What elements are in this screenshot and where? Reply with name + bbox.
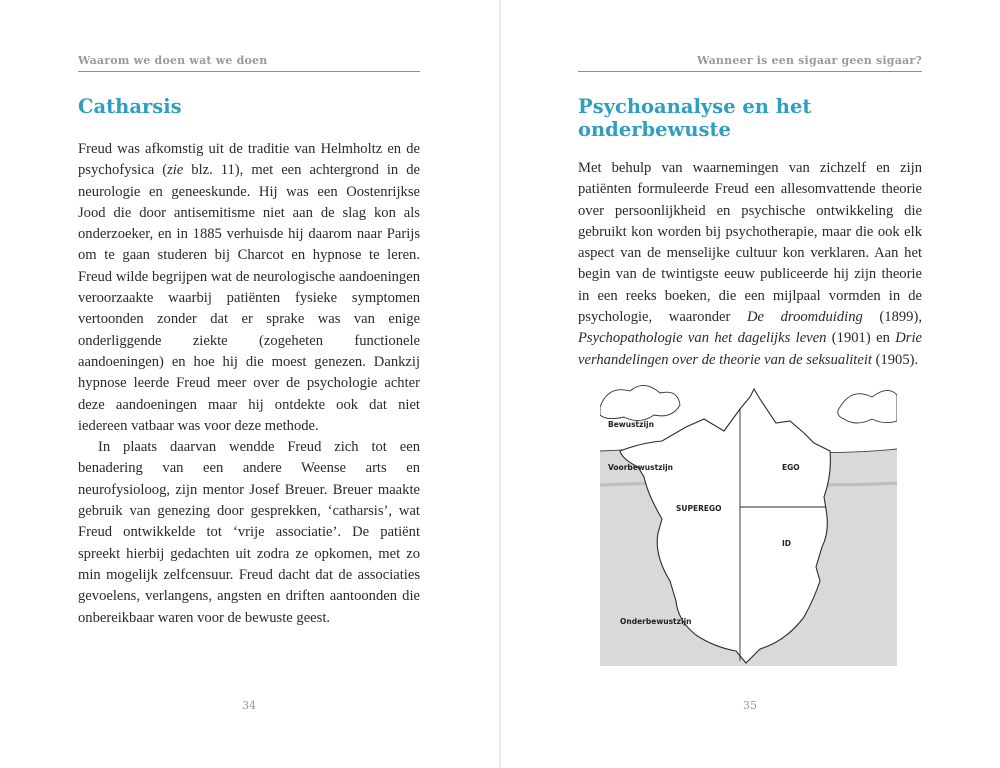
text-run: blz. 11), met een achtergrond in de neurologie en geneeskunde. Hij was een Oostenrijkse Jood die door antisemitisme niet aan de slag kon als onderzoeker, en in 1885 verhuisde hij daarom naar Parijs om te gaan studeren bij Charcot en hypnose te leren. Freud wilde begrijpen wat de neurologische aandoeningen veroorzaakte waarbij patiënten fysieke symptomen vertoonden zonder dat er sprake was van enige onderliggende ziekte (zogeheten functionele aandoeningen) en hoe hij die moest genezen. Dankzij hypnose leerde Freud meer over de psychologie achter deze aandoeningen maar hij ontdekte ook dat niet iedereen vatbaar was voor deze methode.	[78, 162, 421, 434]
text-run: (1901) en	[826, 330, 896, 347]
section-title-psychoanalyse	[578, 95, 922, 141]
label-onderbewustzijn: Onderbewustzijn	[620, 617, 692, 626]
italic-text: Psychopathologie van het dagelijks leven	[578, 330, 827, 347]
section-title-line-2: onderbewuste	[578, 118, 731, 141]
paragraph	[78, 437, 420, 629]
book-gutter	[499, 0, 501, 768]
label-voorbewustzijn: Voorbewustzijn	[608, 463, 674, 472]
italic-text: Drie verhandelingen over de theorie van de seksualiteit	[578, 330, 922, 368]
italic-text: zie	[167, 162, 184, 179]
page-number-right: 35	[743, 699, 757, 712]
section-title-catharsis: Catharsis	[78, 95, 182, 118]
page-number-left: 34	[242, 699, 256, 712]
text-run: Freud was afkomstig uit de traditie van Helmholtz en de psychofysica (	[78, 141, 420, 179]
label-bewustzijn: Bewustzijn	[608, 420, 654, 429]
running-head-right: Wanneer is een sigaar geen sigaar?	[578, 54, 922, 72]
body-text-left	[78, 139, 420, 629]
text-run: (1905).	[871, 351, 919, 368]
section-title-line-1: Psychoanalyse en het	[578, 95, 812, 118]
paragraph	[578, 158, 922, 371]
right-page	[578, 0, 922, 768]
iceberg-diagram	[600, 385, 897, 666]
italic-text: De droomduiding	[747, 309, 863, 326]
label-id: ID	[782, 539, 792, 548]
paragraph	[78, 139, 420, 437]
left-page	[78, 0, 420, 768]
label-ego: EGO	[782, 463, 800, 472]
text-run: (1899),	[862, 309, 922, 326]
text-run: Met behulp van waarnemingen van zichzelf en zijn patiënten formuleerde Freud een allesomvattende theorie over persoonlijkheid en psychische ontwikkeling die gebruikt kon worden bij psychotherapie, maar die ook elk aspect van de menselijke cultuur kon verklaren. Aan het begin van de twintigste eeuw publiceerde hij zijn theorie in een reeks boeken, die een mijlpaal vormden in de psychologie, waaronder	[578, 160, 922, 326]
text-run: In plaats daarvan wendde Freud zich tot een benadering van een andere Weense arts en neurofysioloog, zijn mentor Josef Breuer. Breuer maakte gebruik van genezing door gesprekken, ‘catharsis’, wat Freud ontwikkelde tot ‘vrije associatie’. De patiënt spreekt hierbij gedachten uit zodra ze opkomen, met zo min mogelijk zelfcensuur. Freud dacht dat de associaties gevoelens, verlangens, angsten en driften aantoonden die onbereikbaar waren voor de bewuste geest.	[78, 439, 420, 626]
running-head-left: Waarom we doen wat we doen	[78, 54, 420, 72]
body-text-right	[578, 158, 922, 371]
label-superego: SUPEREGO	[676, 504, 722, 513]
